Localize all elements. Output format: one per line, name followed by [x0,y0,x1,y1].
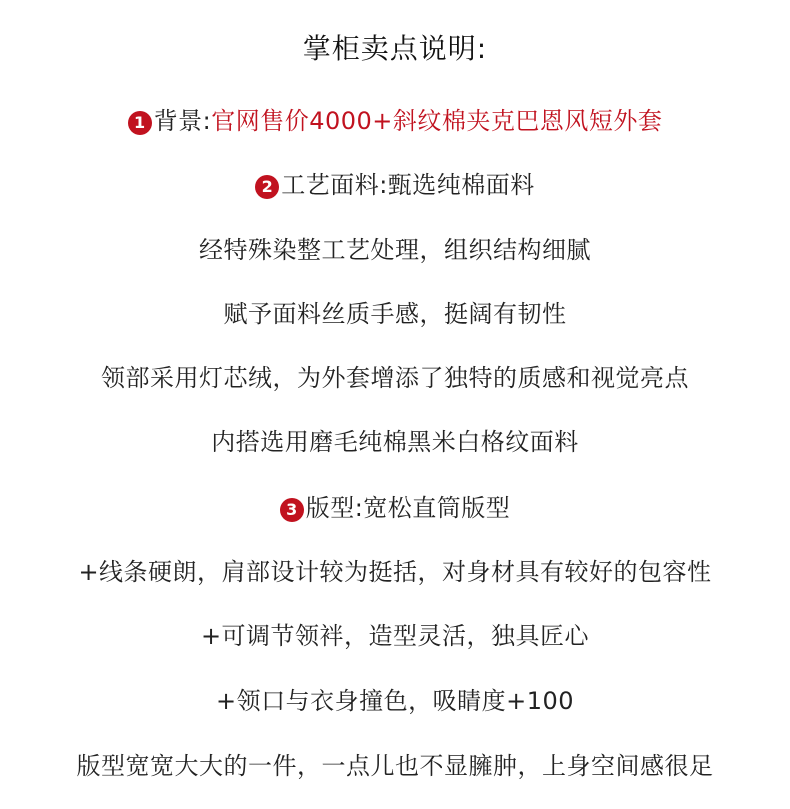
section-label: 背景: [153,107,212,135]
craft-line: 赋予面料丝质手感，挺阔有韧性 [223,300,567,328]
section-label: 版型: [305,494,364,522]
fit-line: +领口与衣身撞色，吸睛度+100 [215,687,575,715]
section-fit [0,491,790,525]
fit-line: +可调节领袢，造型灵活，独具匠心 [200,622,590,650]
section-label: 工艺面料: [281,171,388,199]
section-value: 甄选纯棉面料 [387,171,535,199]
fit-line: 版型宽宽大大的一件，一点儿也不显臃肿，上身空间感很足 [76,752,714,780]
number-badge-1: 1 [128,111,152,135]
craft-line: 经特殊染整工艺处理，组织结构细腻 [199,236,591,264]
section-value: 官网售价4000+斜纹棉夹克巴恩风短外套 [211,107,663,135]
page-title: 掌柜卖点说明: [302,32,488,65]
craft-line: 领部采用灯芯绒，为外套增添了独特的质感和视觉亮点 [101,364,689,392]
number-badge-3: 3 [280,498,304,522]
section-craft-fabric [0,168,790,202]
craft-line: 内搭选用磨毛纯棉黑米白格纹面料 [211,428,579,456]
section-background [0,104,790,138]
number-badge-2: 2 [255,175,279,199]
section-value: 宽松直筒版型 [363,494,511,522]
fit-line: +线条硬朗，肩部设计较为挺括，对身材具有较好的包容性 [78,558,712,586]
